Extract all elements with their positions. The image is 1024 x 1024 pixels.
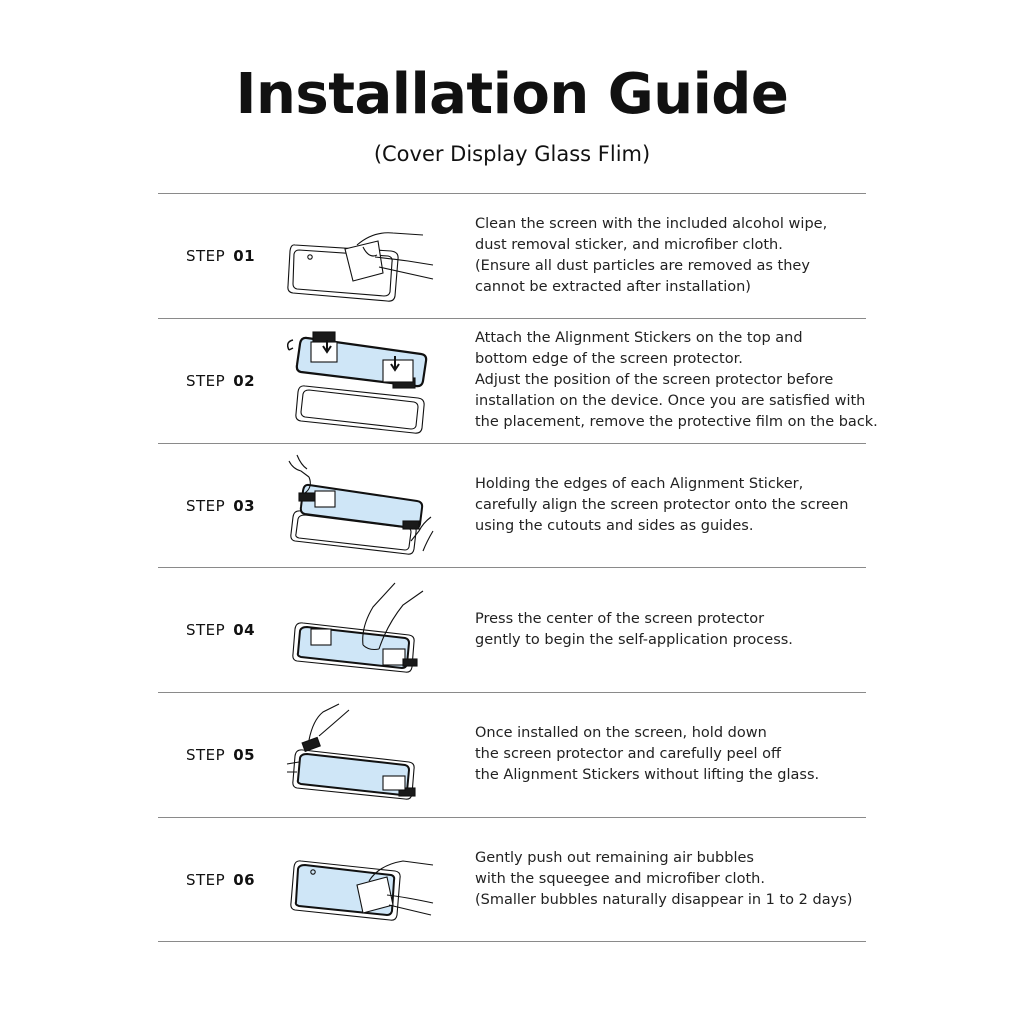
page-subtitle: (Cover Display Glass Flim): [373, 142, 651, 166]
step-description: Holding the edges of each Alignment Sticker, carefully align the screen protector onto the screen using the cutouts and sides as guides.: [475, 476, 849, 534]
step-number: 02: [233, 371, 256, 390]
divider: [158, 941, 866, 942]
press-center-icon: [283, 575, 443, 685]
step-description: Press the center of the screen protector gently to begin the self-application process.: [475, 610, 793, 648]
step-06-row: [158, 817, 866, 942]
step-label: STEP 04: [186, 620, 256, 639]
step-description: Gently push out remaining air bubbles with the squeegee and microfiber cloth. (Smaller bubbles naturally disappear in 1 to 2 days): [475, 850, 853, 908]
page-title: Installation Guide: [235, 62, 789, 127]
step-label: STEP 03: [186, 496, 256, 515]
step-label: STEP 05: [186, 745, 256, 764]
step-description: Attach the Alignment Stickers on the top and bottom edge of the screen protector. Adjust the position of the screen protector before installation on the device. Once you are satisfied with the placement, remove the protective film on the back.: [475, 330, 878, 430]
step-number: 01: [233, 246, 256, 265]
step-label: STEP 01: [186, 246, 256, 265]
step-number: 05: [233, 745, 256, 764]
step-01-row: [158, 193, 866, 318]
step-04-row: [158, 567, 866, 692]
step-label: STEP 06: [186, 870, 256, 889]
step-description: Once installed on the screen, hold down the screen protector and carefully peel off the Alignment Stickers without lifting the glass.: [475, 725, 820, 783]
step-02-row: [158, 318, 878, 443]
step-label: STEP 02: [186, 371, 256, 390]
attach-stickers-icon: [283, 326, 443, 436]
step-number: 04: [233, 620, 256, 639]
align-protector-icon: [283, 451, 443, 561]
step-number: 03: [233, 496, 256, 515]
peel-stickers-icon: [283, 700, 443, 810]
step-number: 06: [233, 870, 256, 889]
squeegee-icon: [283, 825, 443, 935]
step-description: Clean the screen with the included alcohol wipe, dust removal sticker, and microfiber cloth. (Ensure all dust particles are removed as they cannot be extracted after installation): [475, 215, 828, 295]
step-03-row: [158, 443, 866, 568]
wipe-screen-icon: [283, 201, 443, 311]
step-05-row: [158, 692, 866, 817]
